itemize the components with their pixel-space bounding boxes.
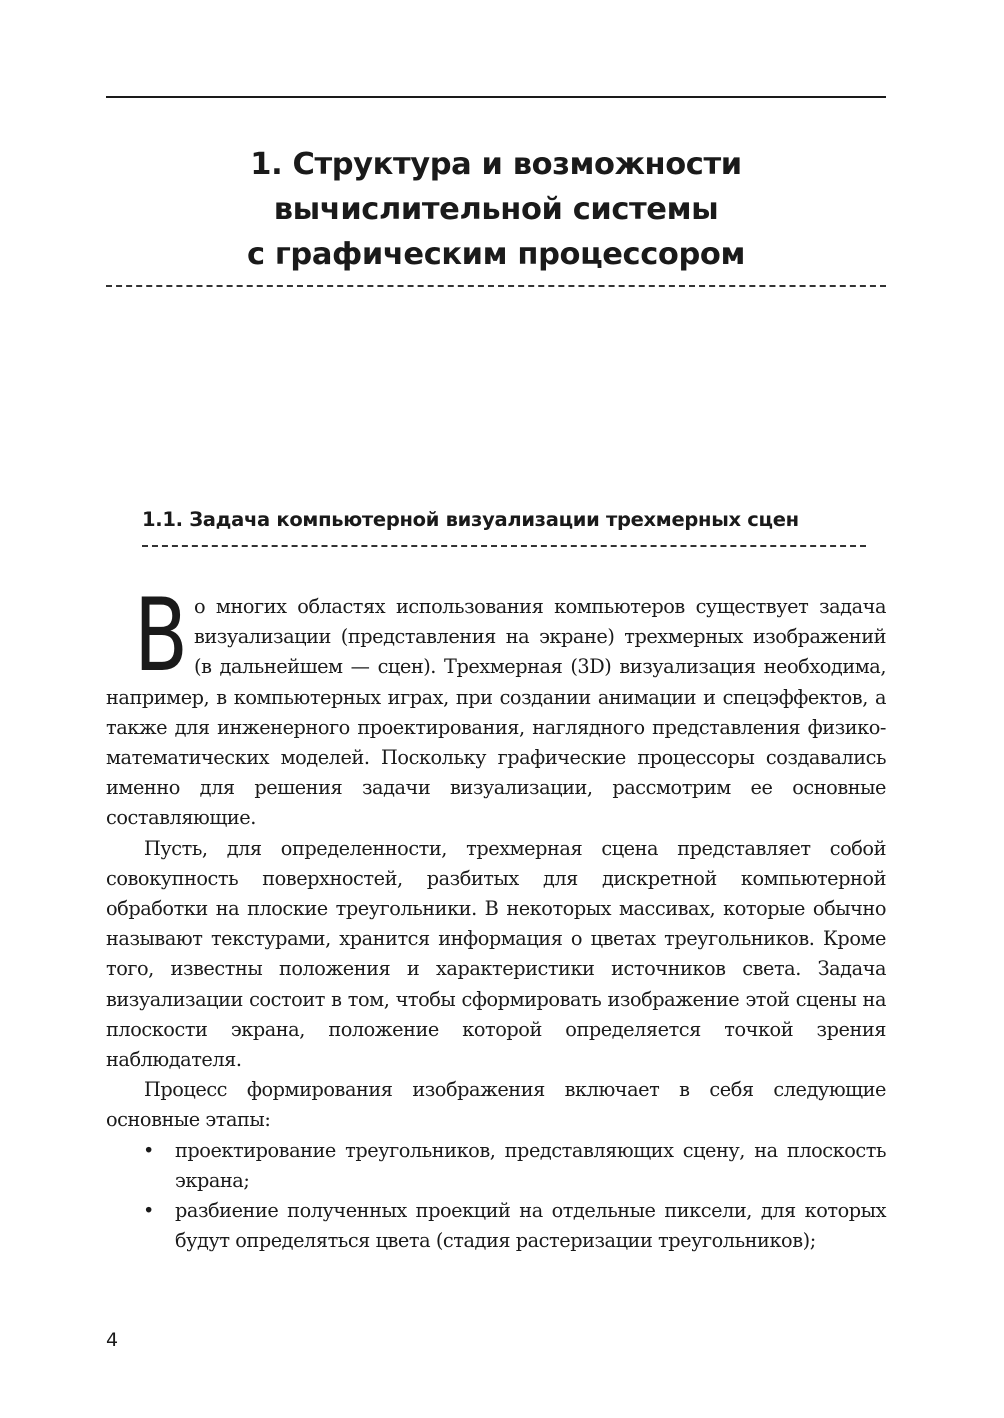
chapter-title-line: вычислительной системы <box>273 192 719 227</box>
section-title-dashed-rule <box>142 545 866 547</box>
bullet-icon: • <box>143 1138 154 1162</box>
body-text <box>106 576 886 1256</box>
paragraph <box>106 576 886 834</box>
paragraph: Процесс формирования изображения включает в себя следующие основные этапы: <box>106 1078 886 1132</box>
chapter-title-line: с графическим процессором <box>247 237 745 272</box>
list-item <box>106 1136 886 1196</box>
page-number: 4 <box>106 1329 119 1351</box>
drop-cap: В <box>134 576 188 694</box>
chapter-title-dashed-rule <box>106 285 886 287</box>
chapter-title <box>106 142 886 277</box>
top-rule <box>106 96 886 98</box>
bullet-icon: • <box>143 1199 154 1223</box>
section-title: 1.1. Задача компьютерной визуализации трехмерных сцен <box>142 508 799 531</box>
bullet-list <box>106 1136 886 1257</box>
chapter-title-line: 1. Структура и возможности <box>250 147 742 182</box>
list-item <box>106 1196 886 1256</box>
paragraph: Пусть, для определенности, трехмерная сцена представляет собой совокупность поверхностей, разбитых для дискретной компьютерной обработки на плоские треугольники. В некоторых массивах, которые обычно называют текстурами, хранится информация о цветах треугольников. Кроме того, известны положения и характеристики источников света. Задача визуализации состоит в том, чтобы сформировать изображение этой сцены на плоскости экрана, положение которой определяется точкой зрения наблюдателя. <box>106 836 886 1072</box>
paragraph-text: о многих областях использования компьютеров существует задача визуализации (представления на экране) трехмерных изображений (в дальнейшем — сцен). Трехмерная (3D) визуализация необходима, например, в компьютерных играх, при создании анимации и спецэффектов, а также для инженерного проектирования, наглядного представления физико-математических моделей. Поскольку графические процессоры создавались именно для решения задачи визуализации, рассмотрим ее основные составляющие. <box>106 595 886 830</box>
list-item-text: разбиение полученных проекций на отдельные пиксели, для которых будут определяться цвета (стадия растеризации треугольников); <box>175 1199 886 1253</box>
list-item-text: проектирование треугольников, представляющих сцену, на плоскость экрана; <box>175 1138 886 1192</box>
